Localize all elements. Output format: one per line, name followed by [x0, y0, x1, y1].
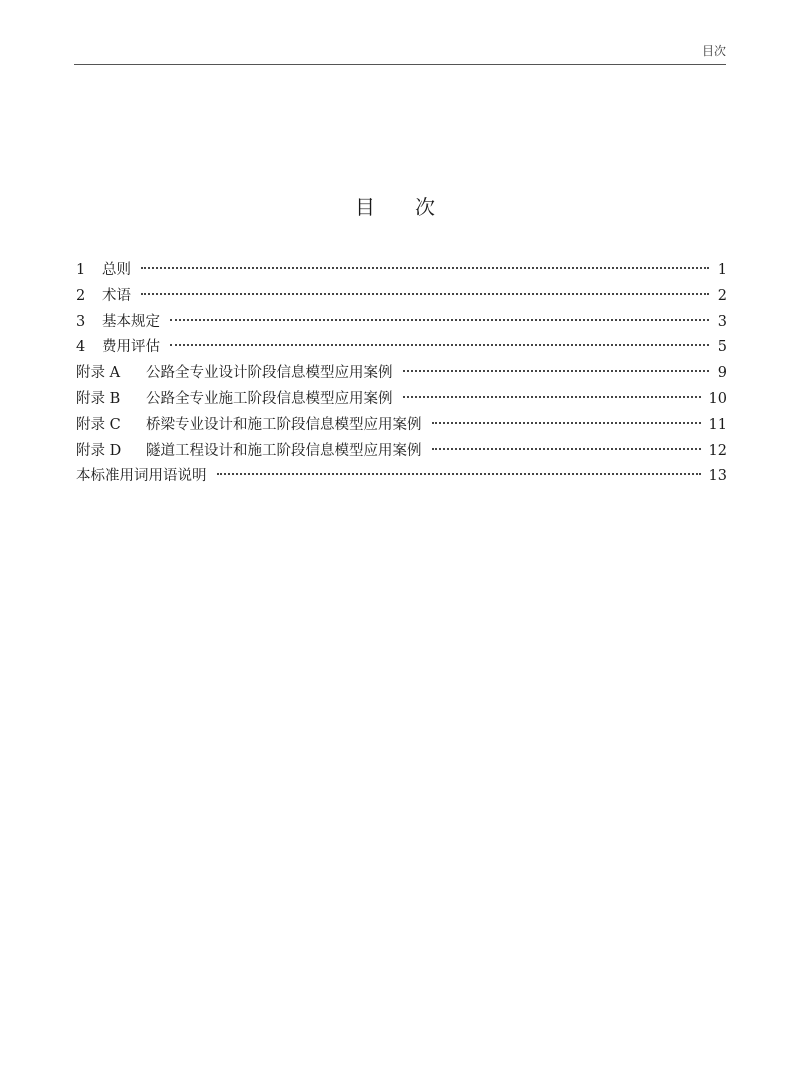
toc-entry-1[interactable]: [76, 258, 727, 284]
toc-entry-3[interactable]: [76, 310, 727, 336]
toc-entry-page: 12: [708, 442, 727, 459]
toc-entry-label: 公路全专业施工阶段信息模型应用案例: [146, 390, 393, 407]
toc-entry-page: 13: [708, 468, 727, 485]
toc-entry-label: 术语: [102, 287, 131, 304]
toc-entry-label: 公路全专业设计阶段信息模型应用案例: [146, 365, 393, 382]
dot-leader: [432, 422, 701, 424]
toc-entry-number: 3: [76, 313, 86, 330]
toc-entry-page: 11: [708, 416, 727, 433]
toc-entry-page: 9: [717, 365, 727, 382]
dot-leader: [403, 396, 701, 398]
toc-entry-number: 附录 A: [76, 365, 121, 382]
dot-leader: [432, 448, 701, 450]
table-of-contents: [76, 258, 727, 490]
header-rule: [74, 64, 726, 65]
toc-entry-label: 费用评估: [102, 339, 160, 356]
dot-leader: [141, 267, 709, 269]
toc-entry-4[interactable]: [76, 335, 727, 361]
dot-leader: [141, 293, 709, 295]
running-header: 目次: [701, 44, 726, 58]
toc-entry-number: 附录 D: [76, 442, 122, 459]
toc-entry-label: 桥梁专业设计和施工阶段信息模型应用案例: [146, 416, 422, 433]
toc-entry-label: 隧道工程设计和施工阶段信息模型应用案例: [146, 442, 422, 459]
toc-entry-page: 2: [717, 287, 727, 304]
toc-entry-page: 5: [717, 339, 727, 356]
page-title: 目次: [355, 195, 475, 220]
toc-entry-label: 基本规定: [102, 313, 160, 330]
toc-entry-appendix-c[interactable]: [76, 413, 727, 439]
toc-entry-2[interactable]: [76, 284, 727, 310]
toc-entry-appendix-b[interactable]: [76, 387, 727, 413]
dot-leader: [170, 344, 709, 346]
toc-entry-number: 附录 C: [76, 416, 121, 433]
toc-entry-number: 1: [76, 262, 86, 278]
dot-leader: [170, 319, 709, 321]
toc-entry-appendix-d[interactable]: [76, 439, 727, 465]
toc-entry-label: 本标准用词用语说明: [76, 468, 207, 485]
toc-entry-label: 总则: [102, 262, 131, 278]
toc-entry-appendix-a[interactable]: [76, 361, 727, 387]
dot-leader: [217, 473, 701, 475]
toc-entry-page: 10: [708, 390, 727, 407]
toc-entry-page: 1: [717, 262, 727, 278]
toc-entry-number: 2: [76, 287, 86, 304]
dot-leader: [403, 370, 710, 372]
toc-entry-terminology[interactable]: [76, 464, 727, 490]
toc-entry-number: 附录 B: [76, 390, 121, 407]
toc-entry-number: 4: [76, 339, 86, 356]
toc-entry-page: 3: [717, 313, 727, 330]
